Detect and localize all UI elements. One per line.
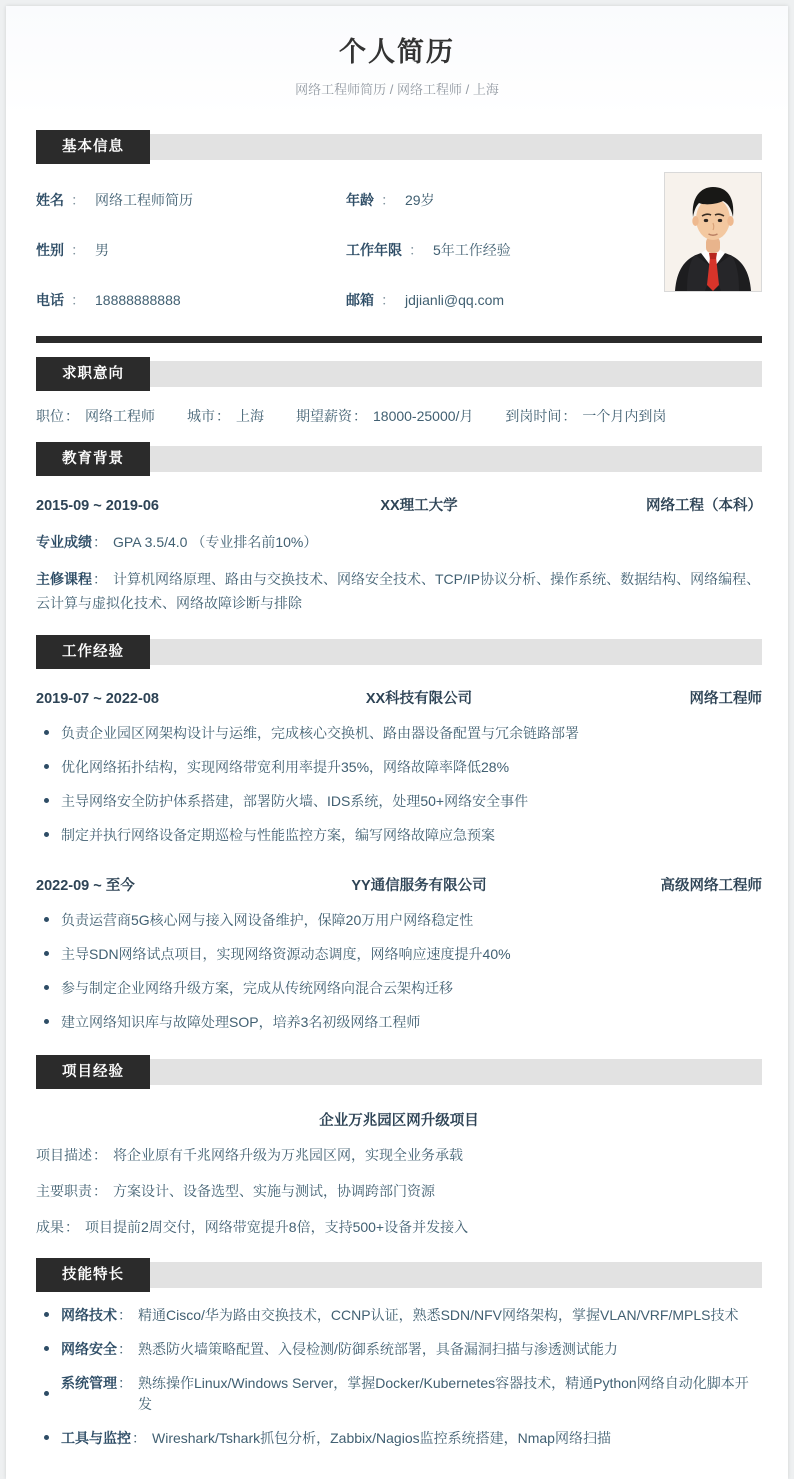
section-heading-work (36, 635, 762, 669)
job-bullet (36, 944, 762, 965)
field-phone (36, 290, 346, 310)
bullet-text: 负责运营商5G核心网与接入网设备维护，保障20万用户网络稳定性 (61, 912, 474, 928)
row-label: 成果 (36, 1219, 64, 1235)
colon: ： (93, 571, 107, 587)
field-value: 5年工作经验 (433, 242, 511, 258)
field-experience-years (346, 240, 656, 260)
row-label: 项目描述 (36, 1147, 92, 1163)
field-value: 29岁 (405, 192, 435, 208)
colon: ： (65, 1219, 79, 1235)
job-bullet-list (36, 723, 762, 846)
bullet-icon (44, 917, 49, 922)
intent-label: 城市 (187, 408, 215, 424)
row-value: 计算机网络原理、路由与交换技术、网络安全技术、TCP/IP协议分析、操作系统、数据结构、网络编程、云计算与虚拟化技术、网络故障诊断与排除 (36, 571, 761, 611)
field-name (36, 190, 346, 210)
education-courses-row (36, 567, 762, 615)
job-period: 2022-09 ~ 至今 (36, 878, 135, 894)
skills-list (36, 1305, 762, 1449)
skill-label: 工具与监控 (61, 1430, 131, 1446)
skill-item (36, 1339, 762, 1360)
section-heading-job-intent (36, 357, 762, 391)
colon: ： (118, 1341, 132, 1357)
resume-header (6, 6, 788, 116)
intent-label: 到岗时间 (505, 408, 562, 424)
intent-label: 期望薪资 (296, 408, 352, 424)
skill-item (36, 1373, 762, 1415)
bullet-icon (44, 1346, 49, 1351)
bullet-icon (44, 798, 49, 803)
job-header-row (36, 669, 762, 710)
bullet-icon (44, 951, 49, 956)
colon: ： (93, 1147, 107, 1163)
field-label: 电话 (36, 292, 64, 308)
job-role: 高级网络工程师 (660, 878, 762, 894)
colon: ： (118, 1307, 132, 1323)
bullet-text: 优化网络拓扑结构，实现网络带宽利用率提升35%，网络故障率降低28% (61, 759, 510, 775)
intent-value: 网络工程师 (85, 408, 155, 424)
project-section (36, 1089, 762, 1238)
bullet-icon (44, 832, 49, 837)
skill-value: Wireshark/Tshark抓包分析，Zabbix/Nagios监控系统搭建，Nmap网络扫描 (152, 1430, 611, 1446)
colon: ： (118, 1375, 132, 1391)
section-heading-education (36, 442, 762, 476)
job-role: 网络工程师 (689, 691, 762, 707)
section-heading-basic-info (36, 130, 762, 164)
colon: ： (71, 242, 85, 258)
section-divider (36, 336, 762, 343)
profile-photo (664, 172, 762, 292)
colon: ： (71, 292, 85, 308)
project-result-row (36, 1216, 762, 1238)
colon: ： (93, 1183, 107, 1199)
section-tab-skills: 技能特长 (36, 1258, 150, 1292)
job-company: XX科技有限公司 (365, 691, 473, 707)
skill-label: 网络技术 (61, 1307, 117, 1323)
skill-item (36, 1428, 762, 1449)
colon: ： (65, 408, 79, 424)
colon: ： (71, 192, 85, 208)
intent-position (36, 406, 155, 426)
bullet-text: 制定并执行网络设备定期巡检与性能监控方案，编写网络故障应急预案 (61, 827, 495, 843)
row-value: 方案设计、设备选型、实施与测试，协调跨部门资源 (113, 1183, 435, 1199)
bullet-icon (44, 1435, 49, 1440)
bullet-text: 参与制定企业网络升级方案，完成从传统网络向混合云架构迁移 (61, 980, 453, 996)
job-company: YY通信服务有限公司 (351, 878, 487, 894)
job-header-row (36, 856, 762, 897)
education-header-row (36, 476, 762, 517)
row-value: 将企业原有千兆网络升级为万兆园区网，实现全业务承载 (113, 1147, 463, 1163)
row-value: GPA 3.5/4.0 （专业排名前10%） (113, 534, 318, 550)
job-bullet (36, 723, 762, 744)
field-email (346, 290, 656, 310)
row-label: 主要职责 (36, 1183, 92, 1199)
field-label: 邮箱 (346, 292, 374, 308)
colon: ： (216, 408, 230, 424)
skill-value: 熟练操作Linux/Windows Server，掌握Docker/Kubernetes容器技术，精通Python网络自动化脚本开发 (138, 1375, 749, 1412)
education-school: XX理工大学 (380, 498, 458, 514)
education-section (36, 476, 762, 615)
intent-label: 职位 (36, 408, 64, 424)
intent-value: 上海 (236, 408, 264, 424)
profile-photo-illustration (665, 173, 761, 291)
intent-value: 一个月内到岗 (582, 408, 667, 424)
intent-availability (505, 406, 666, 426)
skill-item (36, 1305, 762, 1326)
education-degree: 网络工程（本科） (646, 498, 762, 514)
field-label: 工作年限 (346, 242, 402, 258)
job-bullet (36, 910, 762, 931)
skill-value: 精通Cisco/华为路由交换技术，CCNP认证，熟悉SDN/NFV网络架构，掌握VLAN/VRF/MPLS技术 (138, 1307, 739, 1323)
field-value: 18888888888 (95, 292, 181, 308)
job-bullet (36, 757, 762, 778)
intent-value: 18000-25000/月 (373, 408, 474, 424)
job-period: 2019-07 ~ 2022-08 (36, 691, 159, 707)
section-tab-work: 工作经验 (36, 635, 150, 669)
project-name: 企业万兆园区网升级项目 (319, 1113, 479, 1129)
bullet-icon (44, 1312, 49, 1317)
section-tab-basic-info: 基本信息 (36, 130, 150, 164)
skill-label: 网络安全 (61, 1341, 117, 1357)
field-label: 年龄 (346, 192, 374, 208)
skill-value: 熟悉防火墙策略配置、入侵检测/防御系统部署，具备漏洞扫描与渗透测试能力 (138, 1341, 618, 1357)
intent-city (187, 406, 264, 426)
field-value: 网络工程师简历 (95, 192, 193, 208)
education-gpa-row (36, 530, 762, 554)
basic-info-section (36, 164, 762, 320)
section-heading-project (36, 1055, 762, 1089)
bullet-icon (44, 1019, 49, 1024)
section-tab-project: 项目经验 (36, 1055, 150, 1089)
basic-info-grid (36, 190, 656, 310)
colon: ： (132, 1430, 146, 1446)
row-label: 专业成绩 (36, 534, 92, 550)
field-value: 男 (95, 242, 109, 258)
intent-salary (296, 406, 473, 426)
field-gender (36, 240, 346, 260)
colon: ： (353, 408, 367, 424)
bullet-icon (44, 1391, 49, 1396)
job-bullet (36, 978, 762, 999)
project-description-row (36, 1144, 762, 1166)
bullet-text: 负责企业园区网架构设计与运维，完成核心交换机、路由器设备配置与冗余链路部署 (61, 725, 579, 741)
field-label: 性别 (36, 242, 64, 258)
colon: ： (381, 292, 395, 308)
job-bullet (36, 1012, 762, 1033)
page-title: 个人简历 (339, 37, 455, 67)
bullet-text: 建立网络知识库与故障处理SOP，培养3名初级网络工程师 (61, 1014, 421, 1030)
bullet-text: 主导SDN网络试点项目，实现网络资源动态调度，网络响应速度提升40% (61, 946, 511, 962)
work-job-1 (36, 669, 762, 846)
bullet-icon (44, 730, 49, 735)
bullet-icon (44, 764, 49, 769)
field-value: jdjianli@qq.com (405, 292, 505, 308)
colon: ： (381, 192, 395, 208)
job-bullet-list (36, 910, 762, 1033)
row-value: 项目提前2周交付，网络带宽提升8倍，支持500+设备并发接入 (85, 1219, 469, 1235)
field-label: 姓名 (36, 192, 64, 208)
colon: ： (93, 534, 107, 550)
job-bullet (36, 825, 762, 846)
project-duty-row (36, 1180, 762, 1202)
resume-page (6, 6, 788, 1479)
section-heading-skills (36, 1258, 762, 1292)
page-subtitle: 网络工程师简历 / 网络工程师 / 上海 (295, 82, 499, 97)
education-period: 2015-09 ~ 2019-06 (36, 498, 159, 514)
skill-label: 系统管理 (61, 1375, 117, 1391)
field-age (346, 190, 656, 210)
work-job-2 (36, 856, 762, 1033)
job-intent-row (36, 391, 762, 428)
colon: ： (562, 408, 577, 424)
row-label: 主修课程 (36, 571, 92, 587)
bullet-text: 主导网络安全防护体系搭建，部署防火墙、IDS系统，处理50+网络安全事件 (61, 793, 529, 809)
colon: ： (409, 242, 423, 258)
job-bullet (36, 791, 762, 812)
bullet-icon (44, 985, 49, 990)
section-tab-education: 教育背景 (36, 442, 150, 476)
section-tab-job-intent: 求职意向 (36, 357, 150, 391)
